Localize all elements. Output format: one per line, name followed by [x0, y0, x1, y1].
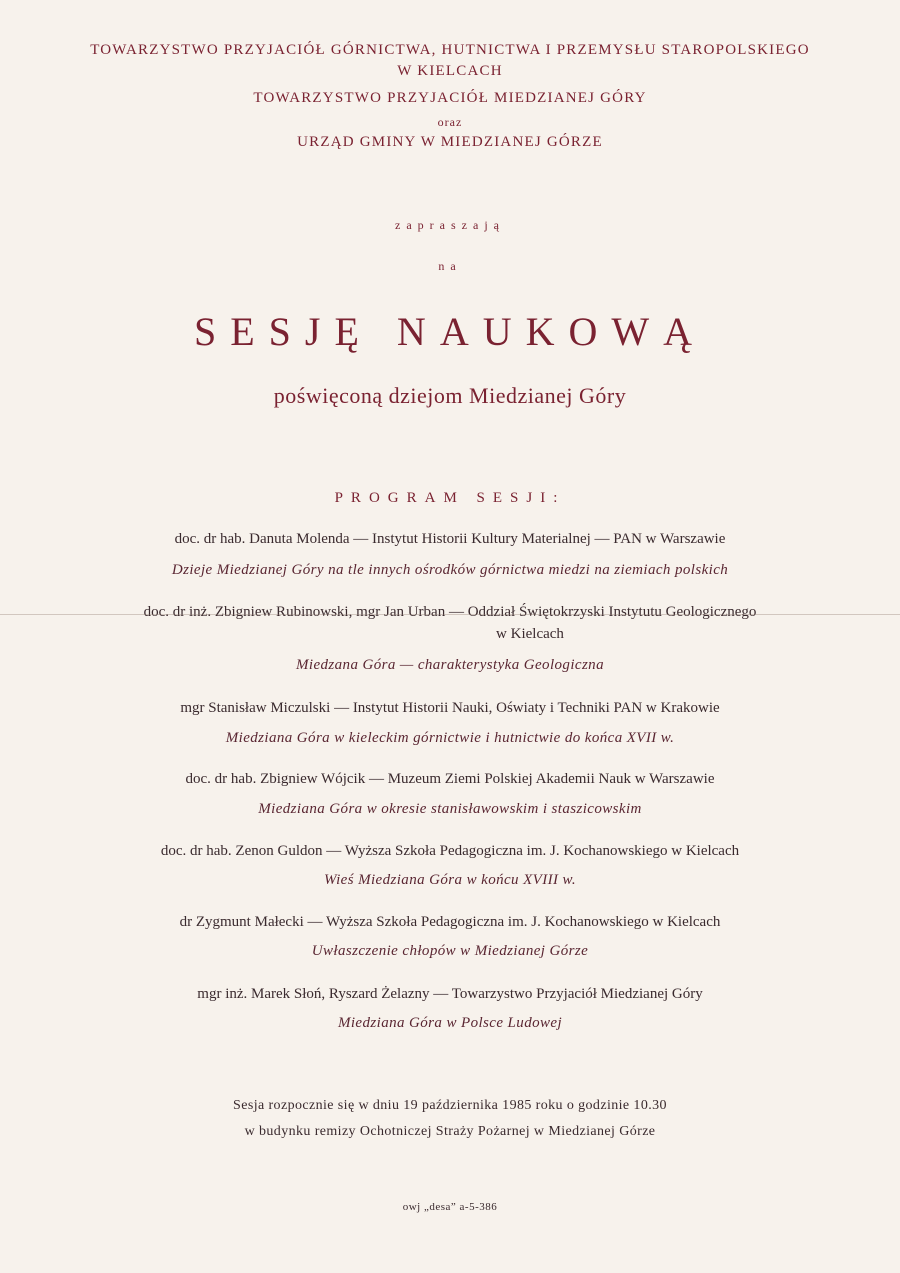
- lecture-7-title: Miedziana Góra w Polsce Ludowej: [337, 1015, 563, 1031]
- session-start-note: Sesja rozpocznie się w dniu 19 października 1985 roku o godzinie 10.30: [233, 1098, 667, 1113]
- program-heading: PROGRAM SESJI:: [334, 490, 566, 506]
- lecture-2-title: Miedzana Góra — charakterystyka Geologiczna: [296, 657, 604, 673]
- organizer-1-line-1: TOWARZYSTWO PRZYJACIÓŁ GÓRNICTWA, HUTNICTWA I PRZEMYSŁU STAROPOLSKIEGO: [90, 42, 810, 58]
- organizer-1-line-2: W KIELCACH: [397, 63, 503, 79]
- session-venue-note: w budynku remizy Ochotniczej Straży Pożarnej w Miedzianej Górze: [244, 1124, 656, 1139]
- lecture-4-author: doc. dr hab. Zbigniew Wójcik — Muzeum Ziemi Polskiej Akademii Nauk w Warszawie: [185, 771, 715, 787]
- lecture-2-author-line-2: w Kielcach: [496, 626, 564, 642]
- lecture-7-author: mgr inż. Marek Słoń, Ryszard Żelazny — Towarzystwo Przyjaciół Miedzianej Góry: [197, 986, 703, 1002]
- lecture-6-title: Uwłaszczenie chłopów w Miedzianej Górze: [311, 943, 589, 959]
- session-title: SESJĘ NAUKOWĄ: [194, 309, 706, 354]
- printer-stamp: owj „desa” a-5-386: [402, 1201, 498, 1213]
- lecture-6-author: dr Zygmunt Małecki — Wyższa Szkoła Pedagogiczna im. J. Kochanowskiego w Kielcach: [179, 914, 721, 930]
- organizer-3: URZĄD GMINY W MIEDZIANEJ GÓRZE: [297, 134, 603, 150]
- paper-crease: [0, 614, 900, 615]
- lecture-1-title: Dzieje Miedzianej Góry na tle innych ośrodków górnictwa miedzi na ziemiach polskich: [171, 562, 729, 578]
- organizer-2: TOWARZYSTWO PRZYJACIÓŁ MIEDZIANEJ GÓRY: [253, 90, 647, 106]
- conjunction: oraz: [437, 115, 463, 129]
- session-subtitle: poświęconą dziejom Miedzianej Góry: [273, 383, 627, 408]
- lecture-5-author: doc. dr hab. Zenon Guldon — Wyższa Szkoła Pedagogiczna im. J. Kochanowskiego w Kielcach: [160, 843, 740, 859]
- lecture-1-author: doc. dr hab. Danuta Molenda — Instytut Historii Kultury Materialnej — PAN w Warszawie: [174, 531, 726, 547]
- lecture-4-title: Miedziana Góra w okresie stanisławowskim i staszicowskim: [258, 801, 642, 817]
- invite-verb: zapraszają: [395, 218, 505, 232]
- invite-na: na: [438, 259, 462, 273]
- lecture-3-title: Miedziana Góra w kieleckim górnictwie i hutnictwie do końca XVII w.: [225, 730, 675, 746]
- lecture-2-author: doc. dr inż. Zbigniew Rubinowski, mgr Jan Urban — Oddział Świętokrzyski Instytutu Geologicznego: [143, 604, 757, 620]
- lecture-3-author: mgr Stanisław Miczulski — Instytut Historii Nauki, Oświaty i Techniki PAN w Krakowie: [180, 700, 720, 716]
- lecture-5-title: Wieś Miedziana Góra w końcu XVIII w.: [324, 872, 576, 888]
